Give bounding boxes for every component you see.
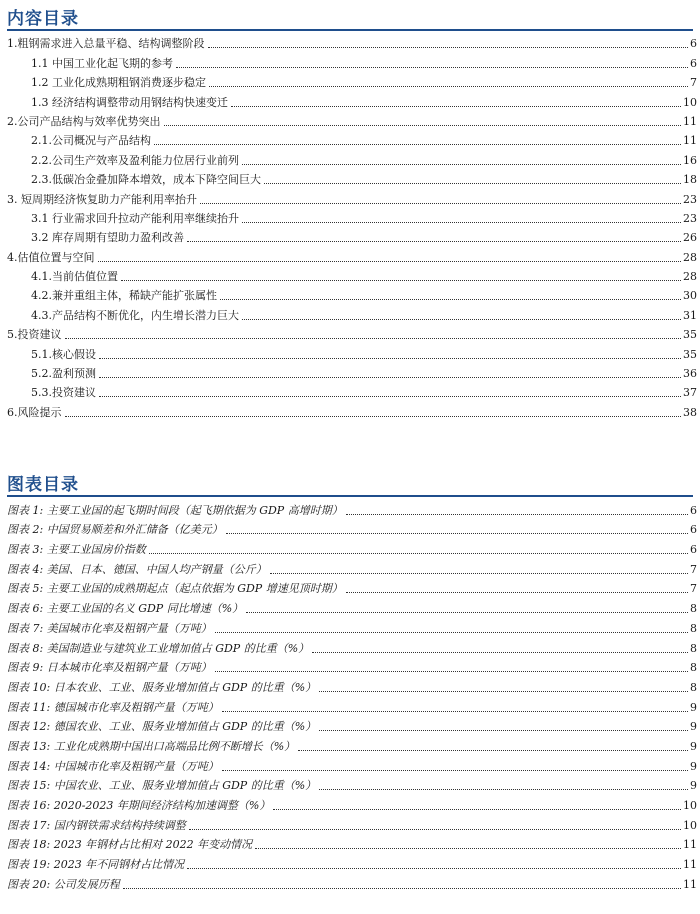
toc-entry[interactable] [7,284,697,303]
figure-entry-title: 图表 14: 中国城市化率及粗钢产量（万吨） [7,759,219,773]
dot-leader [312,651,688,653]
figure-entry-page: 9 [690,759,697,773]
figure-entry[interactable] [7,833,697,853]
figure-entry-page: 6 [690,543,697,557]
toc-entry-title: 1.2 工业化成熟期粗钢消费逐步稳定 [31,76,206,90]
toc-entry[interactable] [7,207,697,226]
dot-leader [298,749,688,751]
toc-entry-title: 4.估值位置与空间 [7,250,95,264]
dot-leader [149,552,688,554]
toc-entry-page: 23 [683,211,697,225]
figure-entry-title: 图表 2: 中国贸易顺差和外汇储备（亿美元） [7,523,223,537]
toc-entry-page: 11 [683,114,697,128]
toc-entry-page: 37 [683,386,697,400]
figure-entry-title: 图表 15: 中国农业、工业、服务业增加值占 GDP 的比重（%） [7,779,317,793]
figure-entry-title: 图表 4: 美国、日本、德国、中国人均产钢量（公斤） [7,562,267,576]
toc-entry-title: 6.风险提示 [7,405,62,419]
toc-entry[interactable] [7,187,697,206]
figure-entry-page: 7 [690,562,697,576]
figure-entry[interactable] [7,616,697,636]
toc-entry-title: 2.公司产品结构与效率优势突出 [7,114,161,128]
toc-entry-title: 2.1.公司概况与产品结构 [31,134,151,148]
toc-entry-title: 1.3 经济结构调整带动用钢结构快速变迁 [31,95,228,109]
dot-leader [154,143,681,145]
toc-entry[interactable] [7,245,697,264]
figure-entry-page: 11 [683,838,697,852]
figure-entry[interactable] [7,498,697,518]
dot-leader [319,690,688,692]
toc-entry-page: 10 [683,95,697,109]
toc-entry-title: 2.3.低碳冶金叠加降本增效，成本下降空间巨大 [31,173,261,187]
toc-entry-title: 4.1.当前估值位置 [31,270,118,284]
figure-entry-page: 11 [683,877,697,891]
toc-entry[interactable] [7,148,697,167]
toc-entry-title: 4.3.产品结构不断优化，内生增长潜力巨大 [31,308,239,322]
figure-entry-title: 图表 11: 德国城市化率及粗钢产量（万吨） [7,700,219,714]
toc-entry-title: 2.2.公司生产效率及盈利能力位居行业前列 [31,153,239,167]
toc-entry[interactable] [7,51,697,70]
figure-entry[interactable] [7,557,697,577]
figure-entry-page: 8 [690,661,697,675]
figure-entry[interactable] [7,636,697,656]
toc-entry-title: 1.粗钢需求进入总量平稳、结构调整阶段 [7,37,205,51]
figure-entry[interactable] [7,577,697,597]
figure-entry-title: 图表 12: 德国农业、工业、服务业增加值占 GDP 的比重（%） [7,720,317,734]
figure-entry-title: 图表 6: 主要工业国的名义 GDP 同比增速（%） [7,602,244,616]
figure-entry[interactable] [7,695,697,715]
figure-entry-page: 9 [690,700,697,714]
toc-entry[interactable] [7,342,697,361]
figure-entry-page: 6 [690,523,697,537]
figure-entry-title: 图表 18: 2023 年钢材占比相对 2022 年变动情况 [7,838,253,852]
toc-entry[interactable] [7,265,697,284]
toc-entry-page: 7 [690,76,697,90]
dot-leader [99,395,681,397]
figure-entry-title: 图表 5: 主要工业国的成熟期起点（起点依据为 GDP 增速见顶时期） [7,582,343,596]
figure-entry[interactable] [7,715,697,735]
dot-leader [65,337,682,339]
figure-entry-title: 图表 17: 国内钢铁需求结构持续调整 [7,818,186,832]
dot-leader [187,867,681,869]
dot-leader [255,847,681,849]
figure-entry-title: 图表 3: 主要工业国房价指数 [7,543,146,557]
toc-entry-title: 1.1 中国工业化起飞期的参考 [31,56,173,70]
toc-entry-page: 28 [683,270,697,284]
toc-entry-title: 5.3.投资建议 [31,386,96,400]
figure-entry[interactable] [7,774,697,794]
toc-entry-page: 31 [683,308,697,322]
figure-entry[interactable] [7,734,697,754]
dot-leader [231,105,681,107]
figure-entry-page: 6 [690,503,697,517]
toc-entry-title: 5.2.盈利预测 [31,367,96,381]
dot-leader [222,769,688,771]
dot-leader [215,670,688,672]
toc-entry-page: 38 [683,405,697,419]
toc-entry-title: 5.投资建议 [7,328,62,342]
toc-entry[interactable] [7,71,697,90]
figure-entry-page: 9 [690,739,697,753]
figure-entry-title: 图表 13: 工业化成熟期中国出口高端品比例不断增长（%） [7,739,296,753]
toc-entry[interactable] [7,32,697,51]
figure-entry-title: 图表 19: 2023 年不同钢材占比情况 [7,858,185,872]
toc-entry-page: 35 [683,328,697,342]
toc-entry[interactable] [7,362,697,381]
toc-entry-page: 6 [690,56,697,70]
figure-entry-page: 9 [690,779,697,793]
dot-leader [220,298,681,300]
figure-entry-page: 8 [690,602,697,616]
figure-entry-title: 图表 8: 美国制造业与建筑业工业增加值占 GDP 的比重（%） [7,641,310,655]
dot-leader [270,572,688,574]
dot-leader [176,66,688,68]
toc-entry[interactable] [7,90,697,109]
toc-entry-page: 36 [683,367,697,381]
toc-entry-page: 11 [683,134,697,148]
figure-entry-title: 图表 20: 公司发展历程 [7,877,120,891]
dot-leader [99,376,681,378]
toc-entry[interactable] [7,303,697,322]
dot-leader [99,357,681,359]
figure-entry-page: 8 [690,641,697,655]
dot-leader [65,415,682,417]
toc-entry-title: 3. 短周期经济恢复助力产能利用率抬升 [7,192,197,206]
toc-entry-page: 16 [683,153,697,167]
figure-entry-title: 图表 9: 日本城市化率及粗钢产量（万吨） [7,661,212,675]
dot-leader [346,591,688,593]
toc-entry[interactable] [7,129,697,148]
figure-entry-page: 7 [690,582,697,596]
toc-entry[interactable] [7,400,697,419]
dot-leader [242,318,681,320]
dot-leader [189,828,681,830]
table-of-contents [7,32,697,420]
dot-leader [121,279,681,281]
toc-entry[interactable] [7,226,697,245]
figure-entry-page: 9 [690,720,697,734]
figure-entry-page: 8 [690,621,697,635]
toc-entry-page: 26 [683,231,697,245]
dot-leader [273,808,681,810]
dot-leader [346,513,688,515]
list-of-figures [7,498,697,892]
toc-entry[interactable] [7,381,697,400]
figures-heading: 图表目录 [7,475,79,495]
toc-entry-page: 35 [683,347,697,361]
figure-entry-title: 图表 7: 美国城市化率及粗钢产量（万吨） [7,621,212,635]
figure-entry[interactable] [7,675,697,695]
dot-leader [242,163,681,165]
dot-leader [98,260,682,262]
toc-entry-title: 5.1.核心假设 [31,347,96,361]
toc-entry[interactable] [7,168,697,187]
toc-entry-title: 3.1 行业需求回升拉动产能利用率继续抬升 [31,211,239,225]
figure-entry[interactable] [7,754,697,774]
toc-heading: 内容目录 [7,9,79,29]
figure-entry-page: 10 [683,799,697,812]
dot-leader [242,221,681,223]
toc-entry-page: 28 [683,250,697,264]
dot-leader [319,729,688,731]
toc-entry-title: 4.2.兼并重组主体，稀缺产能扩张属性 [31,289,217,303]
dot-leader [319,788,688,790]
dot-leader [264,182,681,184]
toc-entry-page: 6 [690,37,697,51]
dot-leader [209,85,688,87]
dot-leader [187,240,681,242]
figure-entry[interactable] [7,656,697,676]
figure-entry[interactable] [7,852,697,872]
figure-entry-title: 图表 1: 主要工业国的起飞期时间段（起飞期依据为 GDP 高增时期） [7,503,343,517]
figure-entry[interactable] [7,596,697,616]
dot-leader [246,611,688,613]
dot-leader [215,631,688,633]
figure-entry[interactable] [7,537,697,557]
figure-entry[interactable] [7,813,697,833]
toc-entry-page: 23 [683,192,697,206]
dot-leader [123,887,681,889]
toc-entry-page: 30 [683,289,697,303]
figure-entry-page: 11 [683,858,697,872]
figure-entry[interactable] [7,872,697,892]
toc-heading-rule [7,29,693,31]
toc-entry[interactable] [7,323,697,342]
toc-entry-page: 18 [683,173,697,187]
figures-heading-rule [7,495,693,497]
figure-entry[interactable] [7,518,697,538]
figure-entry-page: 8 [690,680,697,694]
figure-entry-title: 图表 16: 2020-2023 年期间经济结构加速调整（%） [7,799,271,812]
dot-leader [222,710,688,712]
dot-leader [200,202,681,204]
figure-entry-title: 图表 10: 日本农业、工业、服务业增加值占 GDP 的比重（%） [7,680,317,694]
figure-entry[interactable] [7,793,697,813]
toc-entry[interactable] [7,110,697,129]
dot-leader [226,532,688,534]
dot-leader [208,46,689,48]
dot-leader [164,124,682,126]
toc-entry-title: 3.2 库存周期有望助力盈利改善 [31,231,184,245]
figure-entry-page: 10 [683,818,697,832]
